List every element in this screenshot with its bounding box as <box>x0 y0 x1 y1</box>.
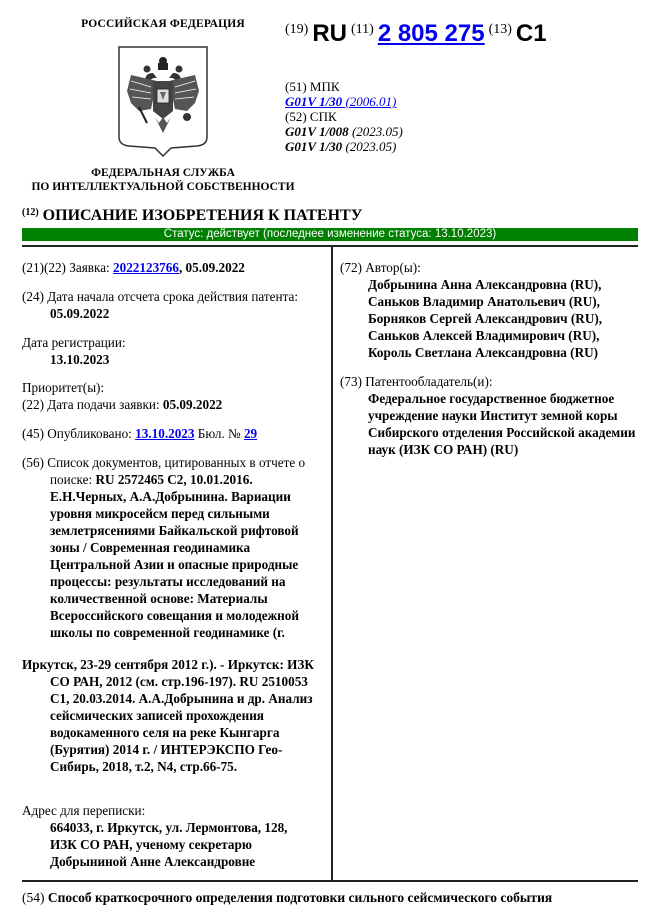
term-start-field: (24) Дата начала отсчета срока действия патента: 05.09.2022 <box>22 289 299 321</box>
cpc-code-1: G01V 1/008 (2023.05) <box>285 124 403 139</box>
application-field: (21)(22) Заявка: 2022123766, 05.09.2022 <box>22 260 245 275</box>
author-4: Саньков Алексей Владимирович (RU), <box>368 328 600 343</box>
application-number-link[interactable]: 2022123766 <box>113 260 179 275</box>
author-3: Борняков Сергей Александрович (RU), <box>368 311 603 326</box>
ipc-label: (51) МПК <box>285 79 340 94</box>
ipc-code-link[interactable]: G01V 1/30 (2006.01) <box>285 94 397 109</box>
authors-field: (72) Автор(ы): Добрынина Анна Александровна (RU), Саньков Владимир Анатольевич (RU), Борняков Сергей Александрович (RU), Саньков Алексей Владимирович (RU), Король Светлана Александровна (RU) <box>340 260 603 360</box>
divider-bottom <box>22 880 638 882</box>
published-field: (45) Опубликовано: 13.10.2023 Бюл. № 29 <box>22 426 258 441</box>
document-title-text: ОПИСАНИЕ ИЗОБРЕТЕНИЯ К ПАТЕНТУ <box>42 207 363 224</box>
agency-heading <box>0 166 326 194</box>
patent-owner: Федеральное государственное бюджетное учреждение науки Институт земной коры Сибирского отделения Российской академии наук (ИЗК СО РАН) (RU) <box>368 391 636 457</box>
kind-code: C1 <box>515 20 547 47</box>
author-1: Добрынина Анна Александровна (RU), <box>368 277 602 292</box>
document-title <box>22 207 362 225</box>
divider-top <box>22 245 638 247</box>
agency-line-2: ПО ИНТЕЛЛЕКТУАЛЬНОЙ СОБСТВЕННОСТИ <box>31 181 295 193</box>
registration-field: Дата регистрации: 13.10.2023 <box>22 335 126 367</box>
code-11: (11) <box>351 22 374 37</box>
country-code: RU <box>312 20 347 47</box>
bulletin-number-link[interactable]: 29 <box>243 426 258 441</box>
russian-coat-of-arms-icon <box>117 45 209 157</box>
invention-title: (54) Способ краткосрочного определения подготовки сильного сейсмического события <box>22 890 553 905</box>
published-date-link[interactable]: 13.10.2023 <box>135 426 195 441</box>
correspondence-address: Адрес для переписки: 664033, г. Иркутск, ул. Лермонтова, 128, ИЗК СО РАН, ученому секретарю Добрыниной Анне Александровне <box>22 803 288 869</box>
priority-field: Приоритет(ы): (22) Дата подачи заявки: 05.09.2022 <box>22 380 223 412</box>
column-divider <box>331 246 333 881</box>
cpc-label: (52) СПК <box>285 109 337 124</box>
patent-owner-field: (73) Патентообладатель(и): Федеральное государственное бюджетное учреждение науки Институт земной коры Сибирского отделения Российской академии наук (ИЗК СО РАН) (RU) <box>340 374 636 457</box>
publication-number-line <box>285 20 547 48</box>
author-2: Саньков Владимир Анатольевич (RU), <box>368 294 600 309</box>
code-19: (19) <box>285 22 309 37</box>
code-12: (12) <box>22 207 39 218</box>
cpc-code-2: G01V 1/30 (2023.05) <box>285 139 397 154</box>
citations-field: (56) Список документов, цитированных в отчете о поиске: RU 2572465 C2, 10.01.2016. Е.Н.Черных, А.А.Добрынина. Вариации уровня микросейсм перед сильными землетрясениями Байкальской рифтовой зоны / Современная геодинамика Центральной Азии и опасные природные процессы: результаты исследований на количественной основе: Материалы Всероссийского совещания и молодежной школы по современной геодинамике (г. <box>22 455 306 640</box>
status-bar: Статус: действует (последнее изменение статуса: 13.10.2023) <box>22 228 638 241</box>
agency-line-1: ФЕДЕРАЛЬНАЯ СЛУЖБА <box>91 167 235 179</box>
country-heading: РОССИЙСКАЯ ФЕДЕРАЦИЯ <box>81 18 245 30</box>
author-5: Король Светлана Александровна (RU) <box>368 345 599 360</box>
code-13: (13) <box>488 22 512 37</box>
citations-continued: Иркутск, 23-29 сентября 2012 г.). - Иркутск: ИЗК СО РАН, 2012 (см. стр.196-197). RU 2510053 C1, 20.03.2014. А.А.Добрынина и др. Анализ сейсмических записей прохождения водокаменного селя на реке Кынгарга (Бурятия) 2014 г. / ИНТЕРЭКСПО Гео-Сибирь, 2018, т.2, N4, стр.66-75. <box>22 657 314 774</box>
patent-number-link[interactable]: 2 805 275 <box>377 20 485 47</box>
classification-block <box>285 79 403 154</box>
